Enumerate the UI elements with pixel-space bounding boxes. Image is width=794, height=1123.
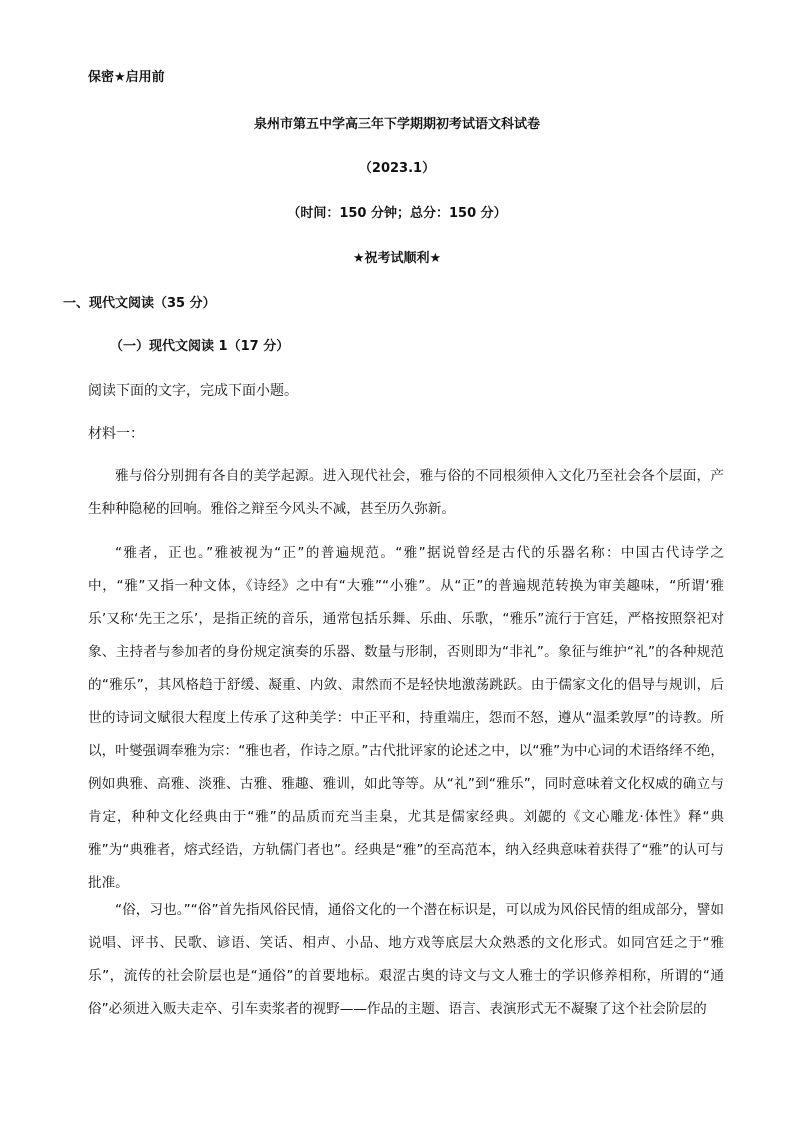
body-paragraph-3: “俗，习也。”“俗”首先指风俗民情，通俗文化的一个潜在标识是，可以成为风俗民情的组成部分，譬如说唱、评书、民歌、谚语、笑话、相声、小品、地方戏等底层大众熟悉的文化形式。如同宫廷之于“雅乐”，流传的社会阶层也是“通俗”的首要地标。艰涩古奥的诗文与文人雅士的学识修养相称，所谓的“通俗”必须进入贩夫走卒、引车卖浆者的视野——作品的主题、语言、表演形式无不凝聚了这个社会阶层的 [88, 902, 724, 1017]
subsection-heading: （一）现代文阅读 1（17 分） [110, 339, 290, 354]
exam-time-info: （时间：150 分钟；总分：150 分） [287, 206, 507, 221]
good-luck-note: ★祝考试顺利★ [352, 251, 442, 266]
body-paragraph-1: 雅与俗分别拥有各自的美学起源。进入现代社会，雅与俗的不同根须伸入文化乃至社会各个层面，产生种种隐秘的回响。雅俗之辩至今风头不减，甚至历久弥新。 [88, 468, 724, 517]
material-label: 材料一： [88, 426, 144, 442]
body-paragraph-2: “雅者，正也。”雅被视为“正”的普遍规范。“雅”据说曾经是古代的乐器名称：中国古代诗学之中，“雅”又指一种文体，《诗经》之中有“大雅”“小雅”。从“正”的普遍规范转换为审美趣味，“所谓‘雅乐’又称‘先王之乐’，是指正统的音乐，通常包括乐舞、乐曲、乐歌，“雅乐”流行于宫廷，严格按照祭祀对象、主持者与参加者的身份规定演奏的乐器、数量与形制，否则即为“非礼”。象征与维护“礼”的各种规范的“雅乐”，其风格趋于舒缓、凝重、内敛、肃然而不是轻快地激荡跳跃。由于儒家文化的倡导与规训，后世的诗词文赋很大程度上传承了这种美学：中正平和，持重端庄，怨而不怒，遵从“温柔敦厚”的诗教。所以，叶燮强调奉雅为宗：“雅也者，作诗之原。”古代批评家的论述之中，以“雅”为中心词的术语络绎不绝，例如典雅、高雅、淡雅、古雅、雅趣、雅训，如此等等。从“礼”到“雅乐”，同时意味着文化权威的确立与肯定，种种文化经典由于“雅”的品质而充当圭臬，尤其是儒家经典。刘勰的《文心雕龙·体性》释“典雅”为“典雅者，熔式经诰，方轨儒门者也”。经典是“雅”的至高范本，纳入经典意味着获得了“雅”的认可与批准。 [88, 545, 724, 891]
exam-title: 泉州市第五中学高三年下学期期初考试语文科试卷 [253, 117, 540, 132]
section-heading: 一、现代文阅读（35 分） [63, 296, 216, 311]
instruction-text: 阅读下面的文字，完成下面小题。 [88, 383, 298, 399]
confidential-label: 保密★启用前 [88, 70, 165, 85]
exam-date: （2023.1） [358, 161, 436, 176]
